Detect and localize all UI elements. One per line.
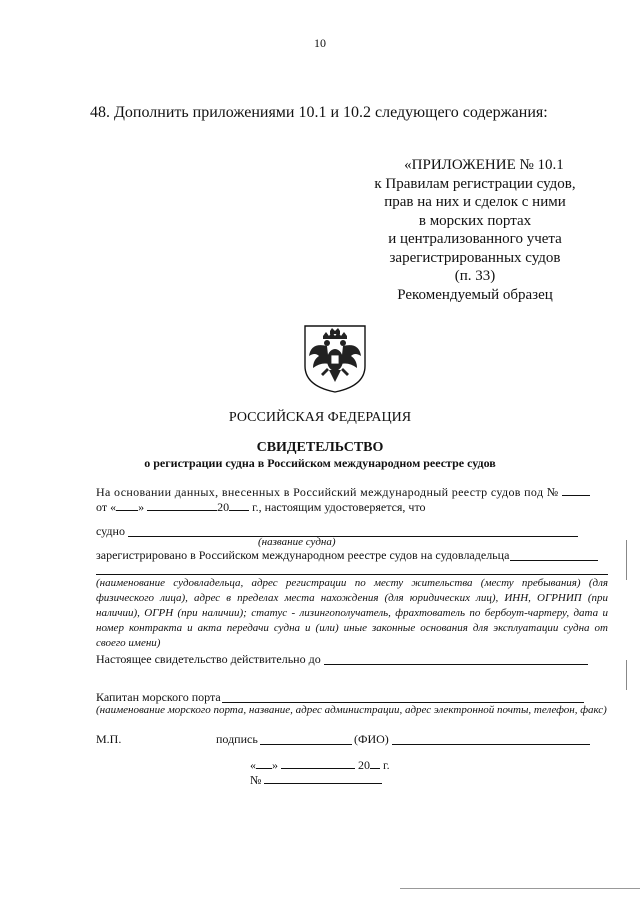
captain-note: (наименование морского порта, название, адрес администрации, адрес электронной почты, телефон, факс) (96, 704, 607, 716)
certificate-subtitle: о регистрации судна в Российском международном реестре судов (144, 456, 496, 470)
valid-until-field[interactable] (324, 664, 588, 665)
registered-text: зарегистрировано в Российском международном реестре судов на судовладельца (96, 548, 510, 562)
appendix-line: к Правилам регистрации судов, (374, 175, 576, 192)
stamp-label: М.П. (96, 732, 122, 746)
coat-of-arms-icon (297, 322, 373, 394)
owner-field[interactable] (96, 574, 608, 575)
date-open-quote: « (250, 758, 256, 772)
appendix-line: в морских портах (418, 212, 532, 229)
scan-edge (626, 660, 627, 690)
appendix-line: «ПРИЛОЖЕНИЕ № 10.1 (404, 157, 564, 173)
amendment-paragraph: 48. Дополнить приложениями 10.1 и 10.2 следующего содержания: (90, 104, 548, 121)
signature-field[interactable] (260, 744, 352, 745)
fio-label: (ФИО) (354, 732, 389, 746)
vessel-label: судно (96, 524, 125, 538)
vessel-name-field[interactable] (128, 536, 578, 537)
basis-year-field[interactable] (229, 498, 249, 511)
date-close-quote: » (138, 500, 145, 514)
basis-month-field[interactable] (147, 498, 217, 511)
issue-number-line (250, 771, 382, 788)
owner-note: (наименование судовладельца, адрес регистрации по месту жительства (месту пребывания) (для физического лица), адрес в пределах места нахождения (для юридических лиц), ИНН, ОГРНИП (при наличии), ОГРН (при наличии); статус - лизингополучатель, фрахтователь по бербоут-чартеру, дата и номер контракта и акта передачи судна и (или) иные законные основания для эксплуатации судна от своего имени) (96, 577, 608, 649)
issue-number-field[interactable] (264, 771, 382, 784)
owner-field-end[interactable] (510, 560, 598, 561)
certificate-title: СВИДЕТЕЛЬСТВО (256, 440, 384, 455)
fio-field[interactable] (392, 744, 590, 745)
country-name: РОССИЙСКАЯ ФЕДЕРАЦИЯ (228, 410, 412, 425)
issue-year-field[interactable] (370, 756, 380, 769)
appendix-header (350, 156, 600, 304)
issue-day-field[interactable] (256, 756, 272, 769)
vessel-note: (название судна) (258, 536, 336, 548)
basis-text: На основании данных, внесенных в Российский международный реестр судов под № (96, 485, 559, 499)
basis-certify-text: г., настоящим удостоверяется, что (252, 500, 426, 514)
appendix-line: прав на них и сделок с ними (384, 194, 566, 210)
appendix-line: зарегистрированных судов (389, 249, 561, 266)
number-sign: № (250, 773, 262, 787)
registry-number-field[interactable] (562, 483, 590, 496)
page-number: 10 (314, 36, 326, 50)
signature-label: подпись (216, 732, 258, 746)
year-prefix: 20 (358, 758, 370, 772)
issue-month-field[interactable] (281, 756, 355, 769)
appendix-line: (п. 33) (454, 268, 496, 284)
date-close-quote: » (272, 758, 278, 772)
appendix-line: Рекомендуемый образец (397, 286, 553, 303)
basis-day-field[interactable] (116, 498, 138, 511)
year-suffix: г. (383, 758, 390, 772)
basis-date-line (96, 498, 426, 515)
scan-edge (400, 888, 640, 889)
scan-edge (626, 540, 627, 580)
date-open-quote: от « (96, 500, 117, 514)
year-prefix: 20 (217, 500, 230, 514)
appendix-line: и централизованного учета (388, 231, 562, 247)
valid-until-label: Настоящее свидетельство действительно до (96, 652, 321, 666)
captain-label: Капитан морского порта (96, 690, 221, 704)
